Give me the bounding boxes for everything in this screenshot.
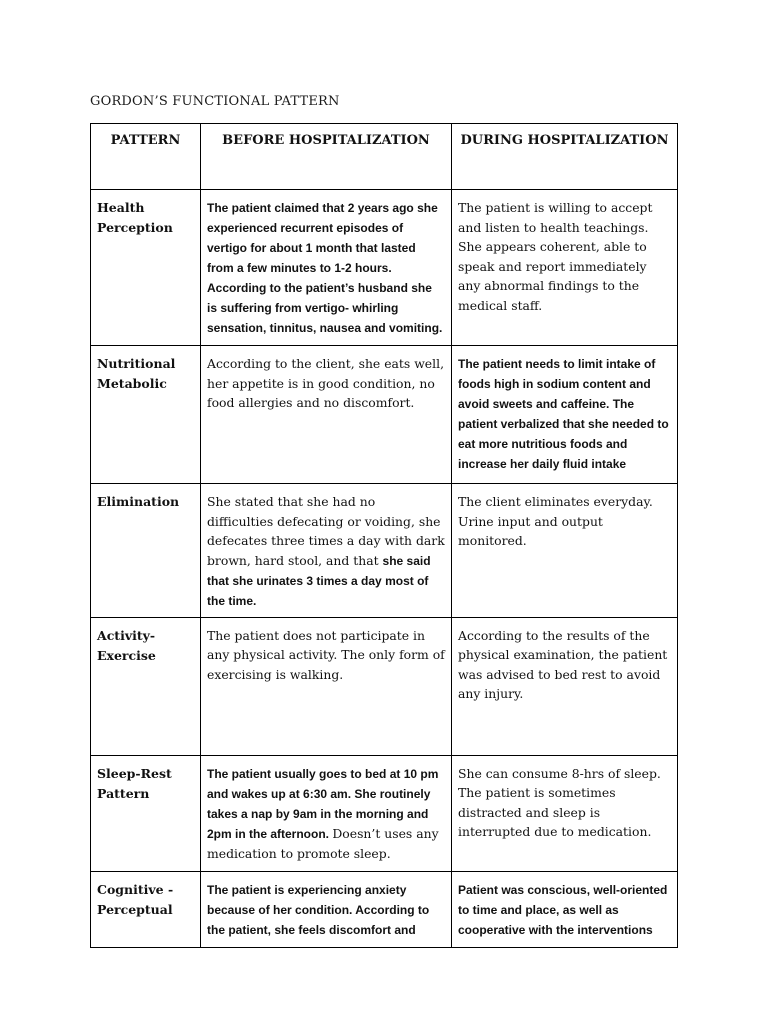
pattern-cell: Nutritional Metabolic	[91, 346, 201, 484]
document-title: GORDON’S FUNCTIONAL PATTERN	[90, 94, 340, 109]
cell-text: Patient was conscious, well-oriented to time and place, as well as cooperative with the interventions	[458, 882, 668, 937]
cell-text: The patient is willing to accept and listen to health teachings. She appears coherent, able to speak and report immediately any abnormal findings to the medical staff.	[458, 200, 653, 313]
cell-text: The patient does not participate in any physical activity. The only form of exercising is walking.	[207, 627, 445, 682]
cell-text: The patient claimed that 2 years ago she experienced recurrent episodes of vertigo for about 1 month that lasted from a few minutes to 1-2 hours. According to the patient’s husband she is suffering from vertigo- whirling sensation, tinnitus, nausea and vomiting.	[207, 201, 443, 335]
table-row	[91, 755, 678, 871]
before-cell	[201, 484, 452, 618]
cell-text: The patient is experiencing anxiety because of her condition. According to the patient, she feels discomfort and	[207, 882, 430, 937]
cell-text: The patient needs to limit intake of foods high in sodium content and avoid sweets and caffeine. The patient verbalized that she needed to eat more nutritious foods and increase her daily fluid intake	[458, 357, 669, 471]
table-row	[91, 484, 678, 618]
header-pattern: PATTERN	[91, 124, 201, 190]
before-cell	[201, 346, 452, 484]
cell-text: she said that she urinates 3 times a day most of the time.	[207, 553, 431, 608]
header-during-hospitalization: DURING HOSPITALIZATION	[452, 124, 678, 190]
header-before-hospitalization: BEFORE HOSPITALIZATION	[201, 124, 452, 190]
table-row	[91, 190, 678, 346]
cell-text: The patient usually goes to bed at 10 pm and wakes up at 6:30 am. She routinely takes a nap by 9am in the morning and 2pm in the afternoon.	[207, 766, 439, 841]
table-row	[91, 346, 678, 484]
cell-text: According to the client, she eats well, her appetite is in good condition, no food allergies and no discomfort.	[207, 356, 445, 410]
pattern-cell: Sleep-Rest Pattern	[91, 755, 201, 871]
before-cell	[201, 871, 452, 947]
gordon-pattern-table	[90, 123, 678, 948]
before-cell	[201, 190, 452, 346]
pattern-cell: Health Perception	[91, 190, 201, 346]
cell-text: She stated that she had no difficulties defecating or voiding, she defecates three times a day with dark brown, hard stool, and that	[207, 494, 445, 568]
during-cell	[452, 484, 678, 618]
before-cell	[201, 755, 452, 871]
cell-text: Doesn’t uses any medication to promote sleep.	[207, 825, 439, 861]
during-cell	[452, 755, 678, 871]
cell-text: She can consume 8-hrs of sleep. The patient is sometimes distracted and sleep is interrupted due to medication.	[458, 765, 661, 839]
table-row	[91, 617, 678, 755]
during-cell	[452, 617, 678, 755]
cell-text: According to the results of the physical examination, the patient was advised to bed rest to avoid any injury.	[458, 627, 668, 701]
pattern-cell: Elimination	[91, 484, 201, 618]
during-cell	[452, 190, 678, 346]
pattern-cell: Cognitive - Perceptual	[91, 871, 201, 947]
pattern-cell: Activity-Exercise	[91, 617, 201, 755]
during-cell	[452, 871, 678, 947]
table-row	[91, 871, 678, 947]
before-cell	[201, 617, 452, 755]
during-cell	[452, 346, 678, 484]
table-header-row	[91, 124, 678, 190]
cell-text: The client eliminates everyday. Urine input and output monitored.	[458, 494, 653, 548]
